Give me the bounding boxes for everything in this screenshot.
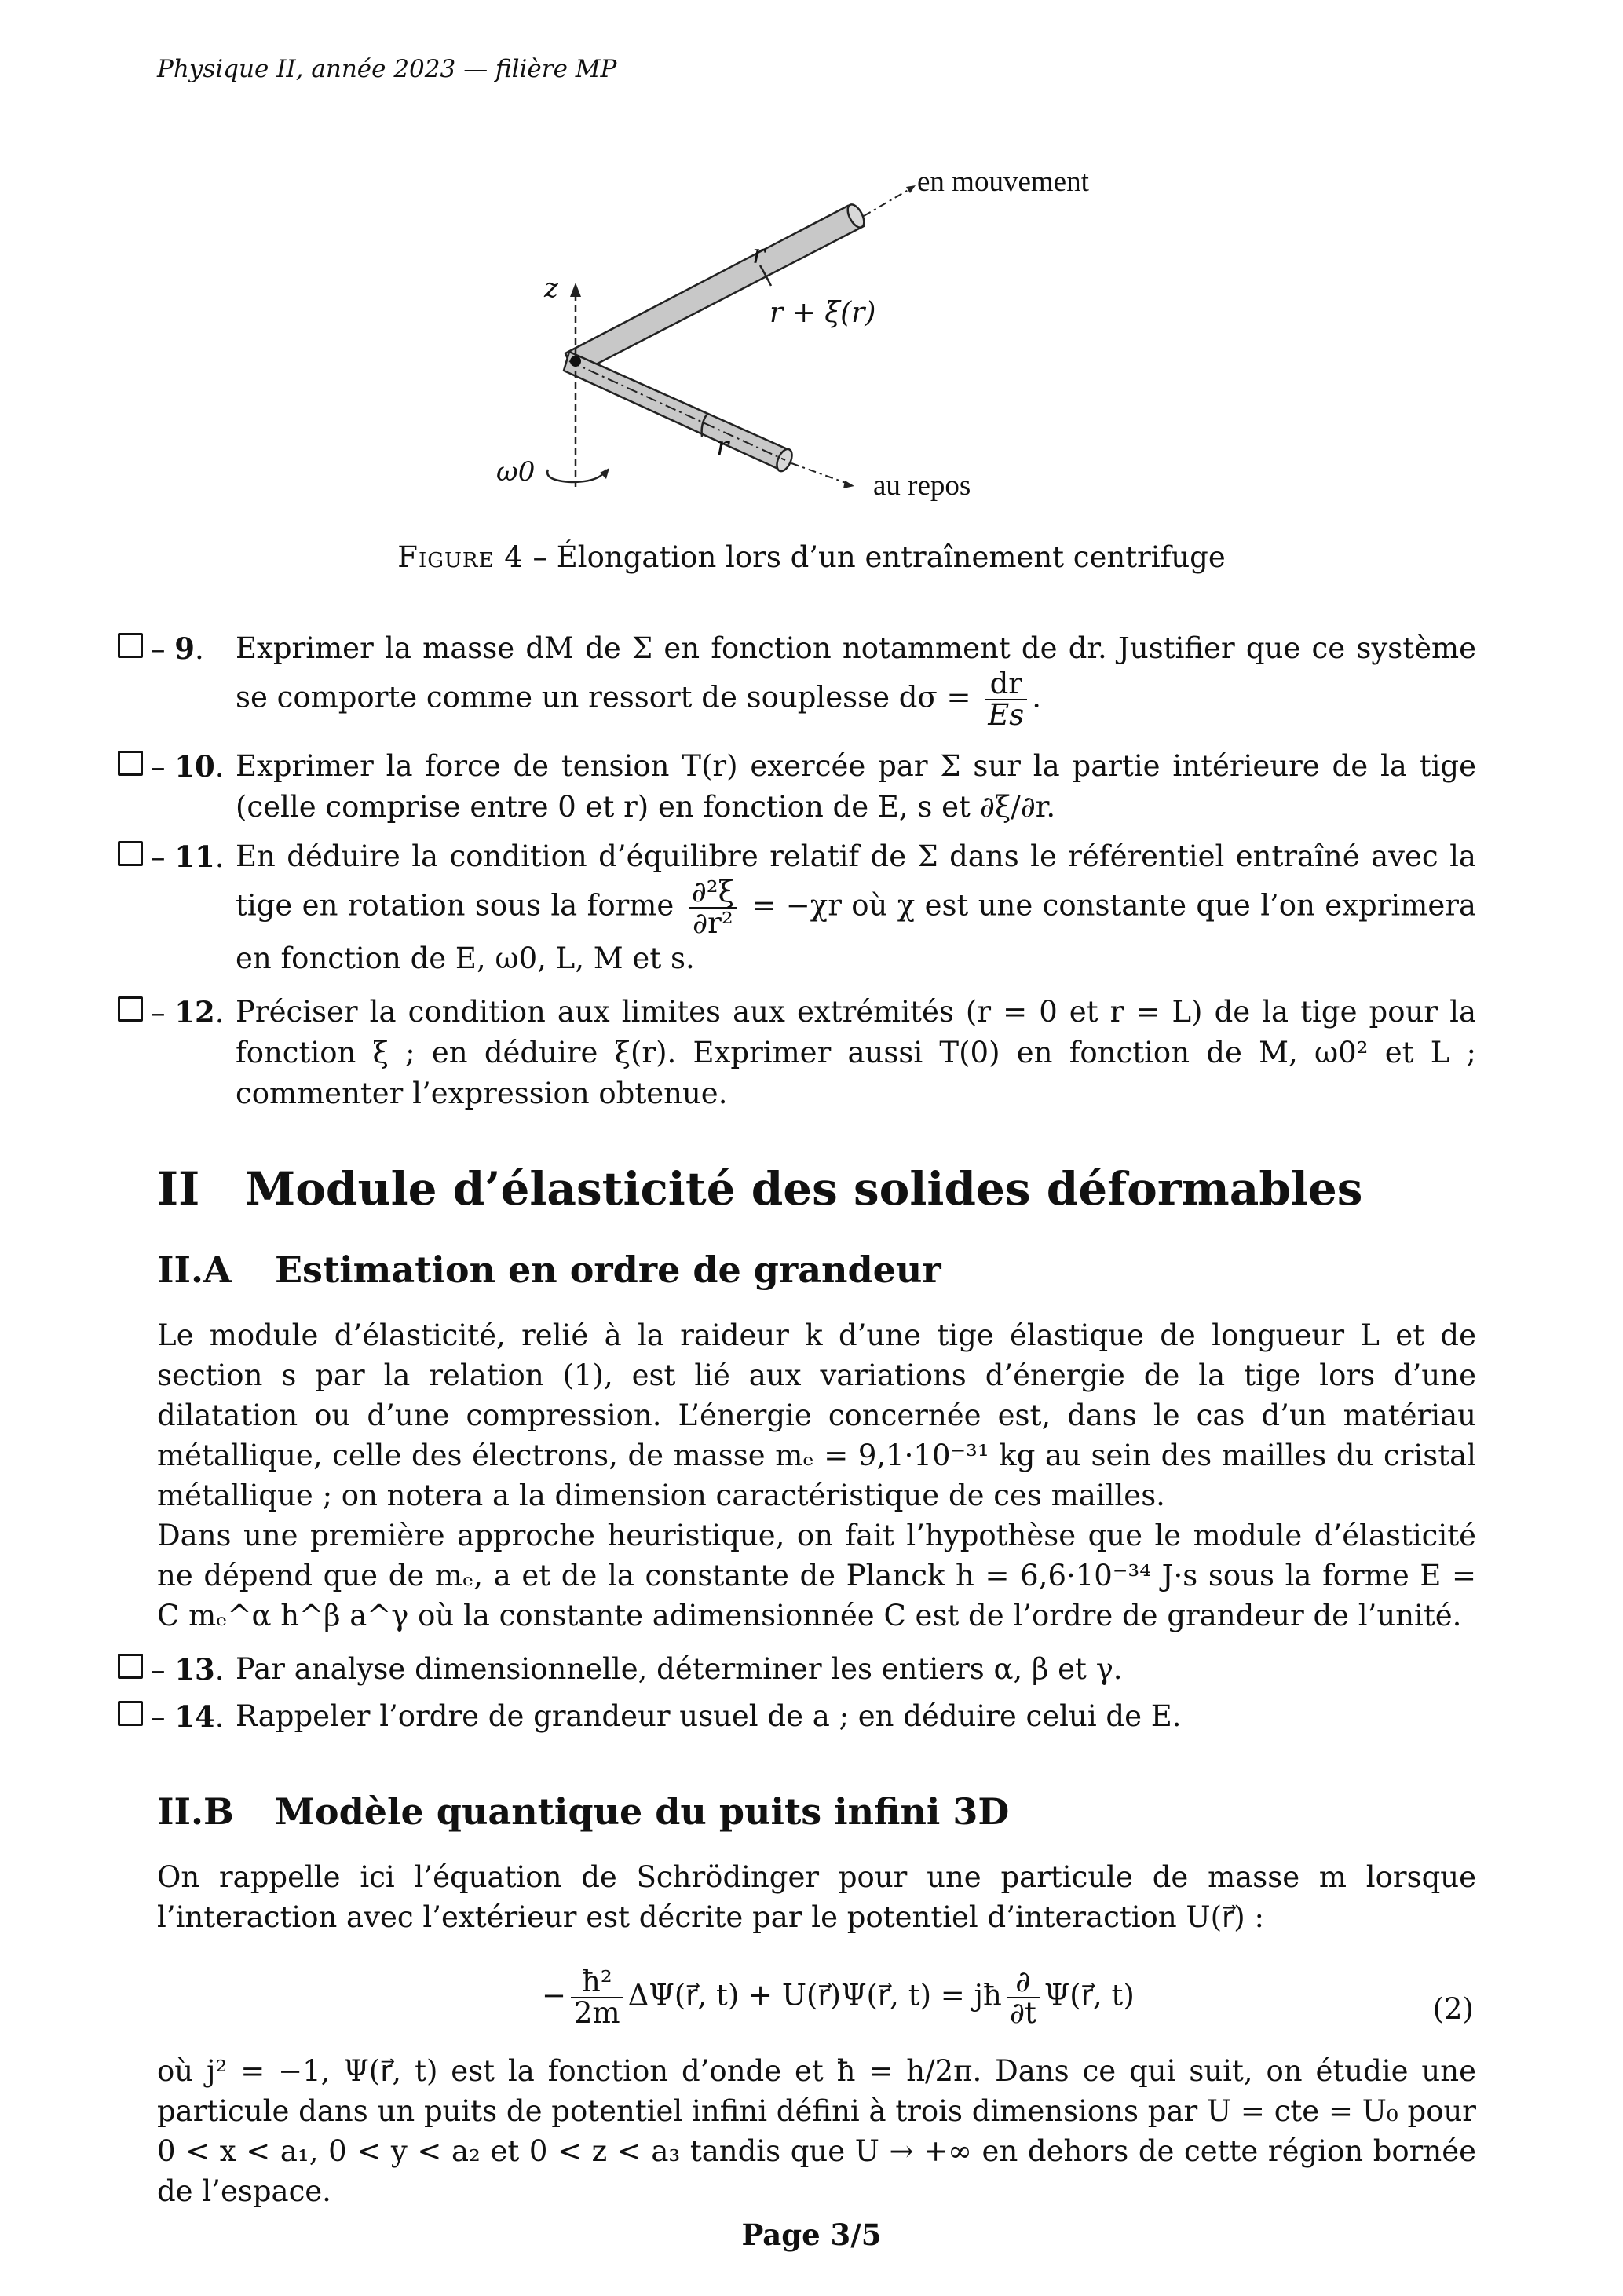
paragraph-a1: Le module d’élasticité, relié à la raideur k d’une tige élastique de longueur L et de section s par la relation (1), est lié aux variations d’énergie de la tige lors d’une dilatation ou d’une compression. L’énergie concernée est, dans le cas d’un matériau métallique, celle des électrons, de masse mₑ = 9,1·10⁻³¹ kg au sein des mailles du cristal métallique ; on notera a la dimension caractéristique de ces mailles.	[157, 1318, 1476, 1512]
label-omega0: ω0	[496, 456, 536, 488]
label-r-plus-xi: r + ξ(r)	[769, 297, 876, 329]
pivot-point	[570, 356, 581, 367]
page-header: Physique II, année 2023 — filière MP	[157, 55, 617, 83]
question-9: – 9. Exprimer la masse dM de Σ en fonction notamment de dr. Justifier que ce système se comporte comme un ressort de souplesse dσ = $\frac{dr}{Es}$ .	[118, 628, 1476, 738]
checkbox-icon	[118, 1654, 143, 1679]
paragraph-a2: Dans une première approche heuristique, on fait l’hypothèse que le module d’élasticité ne dépend que de mₑ, a et de la constante de Planck h = 6,6·10⁻³⁴ J·s sous la forme E = C mₑ^α h^β a^γ où la constante adimensionnée C est de l’ordre de grandeur de l’unité.	[157, 1519, 1476, 1632]
axis-moving-extension	[864, 188, 911, 216]
axis-rest-extension	[791, 463, 848, 484]
checkbox-icon	[118, 1701, 143, 1726]
label-r-bottom: r	[716, 431, 729, 462]
equation-number: (2)	[1432, 1992, 1474, 2026]
checkbox-icon	[118, 841, 143, 866]
question-11: – 11. En déduire la condition d’équilibre relatif de Σ dans le référentiel entraîné avec la tige en rotation sous la forme $\frac{\text{∂²ξ}}{\text{∂r²}}$ = −χr où χ est une constante que l’on exprimera en fonction de E, ω0, L, M et s.	[118, 836, 1476, 978]
checkbox-icon	[118, 633, 143, 658]
question-12: – 12. Préciser la condition aux limites aux extrémités (r = 0 et r = L) de la tige pour la fonction ξ ; en déduire ξ(r). Exprimer aussi T(0) en fonction de M, ω0² et L ; commenter l’expression obtenue.	[118, 992, 1476, 1117]
z-axis-arrow-icon	[570, 283, 581, 297]
question-14: – 14. Rappeler l’ordre de grandeur usuel de a ; en déduire celui de E.	[118, 1696, 1476, 1739]
rod-rest	[564, 352, 795, 473]
paragraph-b2: où j² = −1, Ψ(r⃗, t) est la fonction d’onde et ħ = h/2π. Dans ce qui suit, on étudie une particule dans un puits de potentiel infini défini à trois dimensions par U = cte = U₀ pour 0 < x < a₁, 0 < y < a₂ et 0 < z < a₃ tandis que U → +∞ en dehors de cette région bornée de l’espace.	[157, 2054, 1476, 2208]
figure-rotating-rod	[471, 157, 1178, 518]
checkbox-icon	[118, 996, 143, 1022]
figure-caption: Figure 4 – Élongation lors d’un entraînement centrifuge	[397, 540, 1226, 574]
section-title: II Module d’élasticité des solides déformables	[157, 1162, 1363, 1216]
equation-2: − $\frac{\text{ħ²}}{2m}$ ΔΨ(r⃗, t) + U(r⃗)Ψ(r⃗, t) = jħ $\frac{\partial}{\partial t}$ Ψ(r⃗, t) (2)	[542, 1965, 1474, 2030]
rod-moving	[565, 202, 868, 375]
label-r-top: r	[752, 239, 766, 270]
subsection-a-title: II.A Estimation en ordre de grandeur	[157, 1249, 941, 1291]
page-number: Page 3/5	[741, 2217, 882, 2252]
checkbox-icon	[118, 751, 143, 776]
question-13: – 13. Par analyse dimensionnelle, déterminer les entiers α, β et γ.	[118, 1649, 1476, 1692]
label-rest: au repos	[873, 470, 971, 502]
rotation-arrow-icon	[547, 470, 606, 482]
label-moving: en mouvement	[917, 166, 1089, 198]
label-z: z	[544, 272, 558, 304]
question-10: – 10. Exprimer la force de tension T(r) exercée par Σ sur la partie intérieure de la tige (celle comprise entre 0 et r) en fonction de E, s et ∂ξ/∂r.	[118, 746, 1476, 832]
paragraph-b1: On rappelle ici l’équation de Schrödinger pour une particule de masse m lorsque l’interaction avec l’extérieur est décrite par le potentiel d’interaction U(r⃗) :	[157, 1860, 1476, 1934]
subsection-b-title: II.B Modèle quantique du puits infini 3D	[157, 1790, 1010, 1833]
